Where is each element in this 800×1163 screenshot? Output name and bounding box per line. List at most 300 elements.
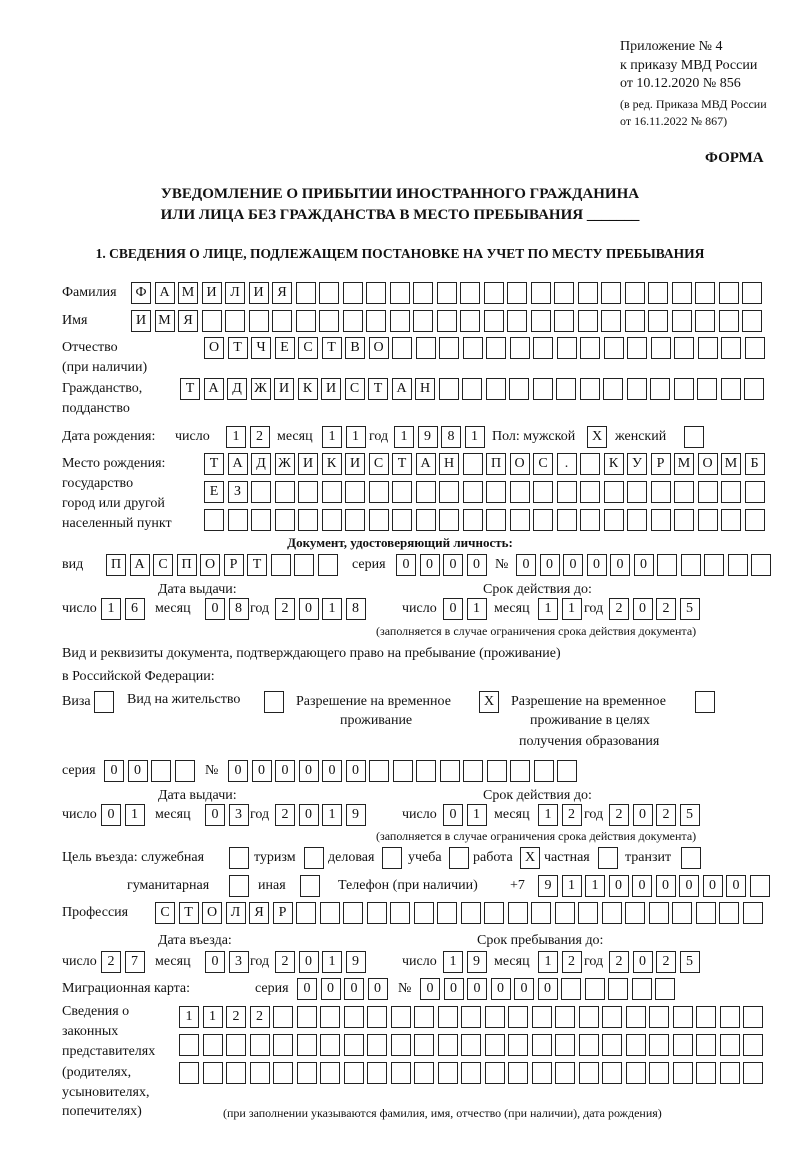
char-cell[interactable]: 2 bbox=[101, 951, 121, 973]
char-cell[interactable] bbox=[557, 760, 577, 782]
char-cell[interactable] bbox=[555, 1034, 575, 1056]
char-cell[interactable]: О bbox=[202, 902, 222, 924]
char-cell[interactable]: М bbox=[178, 282, 198, 304]
profession-field[interactable] bbox=[155, 902, 763, 924]
char-cell[interactable]: 3 bbox=[229, 804, 249, 826]
char-cell[interactable]: 1 bbox=[562, 598, 582, 620]
char-cell[interactable] bbox=[390, 282, 410, 304]
char-cell[interactable] bbox=[602, 1034, 622, 1056]
char-cell[interactable]: И bbox=[202, 282, 222, 304]
char-cell[interactable]: А bbox=[130, 554, 150, 576]
char-cell[interactable] bbox=[251, 509, 271, 531]
char-cell[interactable] bbox=[393, 760, 413, 782]
char-cell[interactable]: 3 bbox=[229, 951, 249, 973]
issue-day-field[interactable] bbox=[101, 598, 145, 620]
issue-year-field[interactable] bbox=[275, 598, 366, 620]
char-cell[interactable] bbox=[602, 1006, 622, 1028]
char-cell[interactable] bbox=[175, 760, 195, 782]
char-cell[interactable]: С bbox=[153, 554, 173, 576]
char-cell[interactable] bbox=[698, 509, 718, 531]
char-cell[interactable]: Т bbox=[322, 337, 342, 359]
entry-day-field[interactable] bbox=[101, 951, 145, 973]
char-cell[interactable]: 2 bbox=[656, 951, 676, 973]
representatives-field[interactable] bbox=[179, 1062, 763, 1084]
purpose-business-checkbox[interactable] bbox=[382, 847, 402, 869]
char-cell[interactable] bbox=[416, 337, 436, 359]
char-cell[interactable] bbox=[510, 481, 530, 503]
char-cell[interactable] bbox=[392, 481, 412, 503]
phone-field[interactable] bbox=[538, 875, 770, 897]
char-cell[interactable]: С bbox=[369, 453, 389, 475]
char-cell[interactable] bbox=[626, 1034, 646, 1056]
char-cell[interactable] bbox=[320, 902, 340, 924]
char-cell[interactable] bbox=[486, 509, 506, 531]
char-cell[interactable]: И bbox=[298, 453, 318, 475]
char-cell[interactable] bbox=[249, 310, 269, 332]
char-cell[interactable]: К bbox=[298, 378, 318, 400]
char-cell[interactable]: 2 bbox=[609, 951, 629, 973]
char-cell[interactable]: 2 bbox=[609, 598, 629, 620]
char-cell[interactable]: 1 bbox=[467, 598, 487, 620]
char-cell[interactable] bbox=[720, 1034, 740, 1056]
char-cell[interactable] bbox=[720, 1006, 740, 1028]
char-cell[interactable]: О bbox=[369, 337, 389, 359]
char-cell[interactable]: З bbox=[228, 481, 248, 503]
char-cell[interactable] bbox=[651, 481, 671, 503]
checkbox-cell[interactable] bbox=[382, 847, 402, 869]
char-cell[interactable] bbox=[698, 337, 718, 359]
char-cell[interactable]: Е bbox=[204, 481, 224, 503]
char-cell[interactable]: С bbox=[298, 337, 318, 359]
char-cell[interactable]: 0 bbox=[104, 760, 124, 782]
surname-field[interactable] bbox=[131, 282, 762, 304]
char-cell[interactable] bbox=[343, 902, 363, 924]
char-cell[interactable]: 0 bbox=[587, 554, 607, 576]
purpose-private-checkbox[interactable] bbox=[598, 847, 618, 869]
migration-number-field[interactable] bbox=[420, 978, 675, 1000]
char-cell[interactable]: 9 bbox=[538, 875, 558, 897]
char-cell[interactable] bbox=[507, 282, 527, 304]
char-cell[interactable] bbox=[649, 1006, 669, 1028]
char-cell[interactable]: 0 bbox=[609, 875, 629, 897]
purpose-other-checkbox[interactable] bbox=[300, 875, 320, 897]
char-cell[interactable]: 1 bbox=[443, 951, 463, 973]
char-cell[interactable] bbox=[695, 310, 715, 332]
char-cell[interactable] bbox=[439, 481, 459, 503]
char-cell[interactable]: 0 bbox=[297, 978, 317, 1000]
char-cell[interactable]: 0 bbox=[205, 804, 225, 826]
char-cell[interactable]: 0 bbox=[491, 978, 511, 1000]
checkbox-cell[interactable] bbox=[229, 847, 249, 869]
char-cell[interactable] bbox=[556, 378, 576, 400]
char-cell[interactable] bbox=[297, 1006, 317, 1028]
char-cell[interactable] bbox=[604, 337, 624, 359]
checkbox-cell[interactable] bbox=[695, 691, 715, 713]
char-cell[interactable] bbox=[462, 378, 482, 400]
char-cell[interactable] bbox=[531, 902, 551, 924]
char-cell[interactable]: А bbox=[228, 453, 248, 475]
char-cell[interactable] bbox=[203, 1062, 223, 1084]
entry-year-field[interactable] bbox=[275, 951, 366, 973]
char-cell[interactable] bbox=[228, 509, 248, 531]
char-cell[interactable]: 2 bbox=[275, 598, 295, 620]
char-cell[interactable] bbox=[655, 978, 675, 1000]
char-cell[interactable] bbox=[484, 902, 504, 924]
char-cell[interactable]: И bbox=[321, 378, 341, 400]
char-cell[interactable]: 5 bbox=[680, 598, 700, 620]
char-cell[interactable] bbox=[319, 310, 339, 332]
stay-number-field[interactable] bbox=[228, 760, 577, 782]
valid-year-field[interactable] bbox=[609, 598, 700, 620]
char-cell[interactable] bbox=[322, 509, 342, 531]
char-cell[interactable] bbox=[151, 760, 171, 782]
char-cell[interactable]: Ф bbox=[131, 282, 151, 304]
char-cell[interactable]: 0 bbox=[443, 554, 463, 576]
char-cell[interactable]: 0 bbox=[679, 875, 699, 897]
char-cell[interactable]: 0 bbox=[538, 978, 558, 1000]
char-cell[interactable] bbox=[344, 1006, 364, 1028]
sex-female-checkbox[interactable] bbox=[684, 426, 704, 448]
char-cell[interactable] bbox=[437, 282, 457, 304]
checkbox-cell[interactable]: X bbox=[587, 426, 607, 448]
checkbox-cell[interactable]: X bbox=[520, 847, 540, 869]
char-cell[interactable]: Т bbox=[179, 902, 199, 924]
char-cell[interactable] bbox=[510, 760, 530, 782]
char-cell[interactable]: 2 bbox=[609, 804, 629, 826]
valid-day-field[interactable] bbox=[443, 598, 487, 620]
char-cell[interactable] bbox=[391, 1006, 411, 1028]
char-cell[interactable] bbox=[750, 875, 770, 897]
char-cell[interactable] bbox=[319, 282, 339, 304]
char-cell[interactable]: 1 bbox=[322, 951, 342, 973]
char-cell[interactable]: С bbox=[345, 378, 365, 400]
char-cell[interactable]: 0 bbox=[322, 760, 342, 782]
char-cell[interactable] bbox=[344, 1062, 364, 1084]
char-cell[interactable]: 0 bbox=[128, 760, 148, 782]
char-cell[interactable] bbox=[484, 282, 504, 304]
char-cell[interactable] bbox=[250, 1062, 270, 1084]
char-cell[interactable] bbox=[413, 310, 433, 332]
purpose-transit-checkbox[interactable] bbox=[681, 847, 701, 869]
char-cell[interactable] bbox=[297, 1034, 317, 1056]
char-cell[interactable] bbox=[298, 481, 318, 503]
char-cell[interactable] bbox=[297, 1062, 317, 1084]
char-cell[interactable]: 1 bbox=[179, 1006, 199, 1028]
char-cell[interactable]: П bbox=[106, 554, 126, 576]
char-cell[interactable] bbox=[296, 282, 316, 304]
char-cell[interactable] bbox=[602, 902, 622, 924]
char-cell[interactable] bbox=[320, 1006, 340, 1028]
char-cell[interactable]: М bbox=[155, 310, 175, 332]
char-cell[interactable] bbox=[672, 310, 692, 332]
char-cell[interactable]: К bbox=[322, 453, 342, 475]
char-cell[interactable] bbox=[272, 310, 292, 332]
char-cell[interactable] bbox=[463, 509, 483, 531]
char-cell[interactable]: О bbox=[200, 554, 220, 576]
checkbox-cell[interactable] bbox=[300, 875, 320, 897]
char-cell[interactable] bbox=[461, 902, 481, 924]
char-cell[interactable]: 0 bbox=[252, 760, 272, 782]
char-cell[interactable]: 2 bbox=[562, 951, 582, 973]
char-cell[interactable] bbox=[580, 378, 600, 400]
char-cell[interactable] bbox=[672, 282, 692, 304]
char-cell[interactable] bbox=[627, 337, 647, 359]
char-cell[interactable] bbox=[437, 310, 457, 332]
char-cell[interactable] bbox=[743, 1062, 763, 1084]
char-cell[interactable] bbox=[273, 1006, 293, 1028]
char-cell[interactable]: Л bbox=[226, 902, 246, 924]
char-cell[interactable]: И bbox=[274, 378, 294, 400]
char-cell[interactable] bbox=[721, 509, 741, 531]
char-cell[interactable]: П bbox=[486, 453, 506, 475]
char-cell[interactable] bbox=[532, 1006, 552, 1028]
char-cell[interactable]: Р bbox=[651, 453, 671, 475]
char-cell[interactable] bbox=[627, 509, 647, 531]
char-cell[interactable]: 0 bbox=[396, 554, 416, 576]
char-cell[interactable] bbox=[461, 1062, 481, 1084]
char-cell[interactable] bbox=[603, 378, 623, 400]
char-cell[interactable] bbox=[392, 337, 412, 359]
citizenship-field[interactable] bbox=[180, 378, 764, 400]
char-cell[interactable] bbox=[486, 481, 506, 503]
char-cell[interactable] bbox=[438, 1006, 458, 1028]
char-cell[interactable] bbox=[673, 1062, 693, 1084]
char-cell[interactable]: Н bbox=[415, 378, 435, 400]
char-cell[interactable] bbox=[414, 1062, 434, 1084]
stay-series-field[interactable] bbox=[104, 760, 195, 782]
char-cell[interactable] bbox=[343, 310, 363, 332]
char-cell[interactable]: М bbox=[674, 453, 694, 475]
char-cell[interactable]: 0 bbox=[444, 978, 464, 1000]
char-cell[interactable] bbox=[626, 1006, 646, 1028]
char-cell[interactable] bbox=[460, 310, 480, 332]
char-cell[interactable] bbox=[557, 481, 577, 503]
char-cell[interactable] bbox=[745, 337, 765, 359]
stay-valid-day-field[interactable] bbox=[443, 804, 487, 826]
char-cell[interactable] bbox=[414, 1006, 434, 1028]
char-cell[interactable] bbox=[391, 1034, 411, 1056]
char-cell[interactable] bbox=[250, 1034, 270, 1056]
checkbox-cell[interactable] bbox=[229, 875, 249, 897]
char-cell[interactable]: 0 bbox=[420, 554, 440, 576]
char-cell[interactable]: 1 bbox=[465, 426, 485, 448]
char-cell[interactable]: 5 bbox=[680, 951, 700, 973]
char-cell[interactable] bbox=[414, 902, 434, 924]
char-cell[interactable]: 0 bbox=[299, 598, 319, 620]
char-cell[interactable]: И bbox=[131, 310, 151, 332]
char-cell[interactable] bbox=[461, 1034, 481, 1056]
char-cell[interactable] bbox=[463, 481, 483, 503]
char-cell[interactable]: 2 bbox=[656, 804, 676, 826]
char-cell[interactable] bbox=[721, 481, 741, 503]
char-cell[interactable]: 0 bbox=[633, 598, 653, 620]
char-cell[interactable] bbox=[742, 310, 762, 332]
char-cell[interactable] bbox=[179, 1034, 199, 1056]
char-cell[interactable]: 0 bbox=[467, 554, 487, 576]
char-cell[interactable] bbox=[344, 1034, 364, 1056]
char-cell[interactable] bbox=[555, 902, 575, 924]
patronymic-field[interactable] bbox=[204, 337, 765, 359]
char-cell[interactable] bbox=[484, 310, 504, 332]
char-cell[interactable] bbox=[440, 760, 460, 782]
char-cell[interactable] bbox=[673, 1034, 693, 1056]
valid-month-field[interactable] bbox=[538, 598, 582, 620]
char-cell[interactable]: 7 bbox=[125, 951, 145, 973]
char-cell[interactable] bbox=[226, 1034, 246, 1056]
char-cell[interactable] bbox=[416, 760, 436, 782]
char-cell[interactable] bbox=[225, 310, 245, 332]
char-cell[interactable]: Ж bbox=[275, 453, 295, 475]
char-cell[interactable]: 0 bbox=[344, 978, 364, 1000]
doc-number-field[interactable] bbox=[516, 554, 771, 576]
doc-type-field[interactable] bbox=[106, 554, 338, 576]
char-cell[interactable]: 2 bbox=[275, 804, 295, 826]
representatives-field[interactable] bbox=[179, 1034, 763, 1056]
stay-month-field[interactable] bbox=[538, 951, 582, 973]
purpose-humanitarian-checkbox[interactable] bbox=[229, 875, 249, 897]
char-cell[interactable]: 9 bbox=[418, 426, 438, 448]
char-cell[interactable] bbox=[745, 509, 765, 531]
char-cell[interactable] bbox=[657, 554, 677, 576]
char-cell[interactable] bbox=[744, 378, 764, 400]
char-cell[interactable]: 0 bbox=[299, 951, 319, 973]
char-cell[interactable]: Д bbox=[227, 378, 247, 400]
char-cell[interactable]: Н bbox=[439, 453, 459, 475]
representatives-field[interactable] bbox=[179, 1006, 763, 1028]
char-cell[interactable] bbox=[578, 902, 598, 924]
char-cell[interactable] bbox=[648, 282, 668, 304]
char-cell[interactable] bbox=[531, 310, 551, 332]
char-cell[interactable] bbox=[204, 509, 224, 531]
char-cell[interactable] bbox=[531, 282, 551, 304]
checkbox-cell[interactable] bbox=[264, 691, 284, 713]
char-cell[interactable] bbox=[532, 1062, 552, 1084]
char-cell[interactable] bbox=[697, 378, 717, 400]
char-cell[interactable] bbox=[672, 902, 692, 924]
birth-month-field[interactable] bbox=[322, 426, 366, 448]
name-field[interactable] bbox=[131, 310, 762, 332]
char-cell[interactable] bbox=[719, 902, 739, 924]
char-cell[interactable] bbox=[416, 509, 436, 531]
char-cell[interactable] bbox=[508, 902, 528, 924]
checkbox-cell[interactable] bbox=[304, 847, 324, 869]
char-cell[interactable]: О bbox=[204, 337, 224, 359]
char-cell[interactable]: 0 bbox=[228, 760, 248, 782]
char-cell[interactable] bbox=[649, 1062, 669, 1084]
char-cell[interactable] bbox=[580, 509, 600, 531]
char-cell[interactable] bbox=[508, 1062, 528, 1084]
char-cell[interactable] bbox=[322, 481, 342, 503]
char-cell[interactable]: 0 bbox=[299, 760, 319, 782]
char-cell[interactable] bbox=[485, 1006, 505, 1028]
char-cell[interactable] bbox=[745, 481, 765, 503]
char-cell[interactable] bbox=[439, 378, 459, 400]
char-cell[interactable]: М bbox=[721, 453, 741, 475]
char-cell[interactable] bbox=[460, 282, 480, 304]
char-cell[interactable] bbox=[728, 554, 748, 576]
stay-issue-day-field[interactable] bbox=[101, 804, 145, 826]
char-cell[interactable]: 1 bbox=[203, 1006, 223, 1028]
char-cell[interactable] bbox=[203, 1034, 223, 1056]
char-cell[interactable]: 2 bbox=[562, 804, 582, 826]
char-cell[interactable]: Ж bbox=[251, 378, 271, 400]
char-cell[interactable]: 0 bbox=[321, 978, 341, 1000]
edu-permit-checkbox[interactable] bbox=[695, 691, 715, 713]
char-cell[interactable] bbox=[751, 554, 771, 576]
char-cell[interactable] bbox=[271, 554, 291, 576]
char-cell[interactable]: 1 bbox=[226, 426, 246, 448]
char-cell[interactable] bbox=[648, 310, 668, 332]
char-cell[interactable] bbox=[696, 902, 716, 924]
char-cell[interactable] bbox=[179, 1062, 199, 1084]
sex-male-checkbox[interactable] bbox=[587, 426, 607, 448]
char-cell[interactable] bbox=[721, 378, 741, 400]
char-cell[interactable] bbox=[649, 1034, 669, 1056]
char-cell[interactable]: 0 bbox=[467, 978, 487, 1000]
char-cell[interactable] bbox=[555, 1062, 575, 1084]
char-cell[interactable]: 9 bbox=[346, 951, 366, 973]
char-cell[interactable] bbox=[486, 337, 506, 359]
char-cell[interactable] bbox=[561, 978, 581, 1000]
char-cell[interactable]: 2 bbox=[656, 598, 676, 620]
checkbox-cell[interactable]: X bbox=[479, 691, 499, 713]
char-cell[interactable] bbox=[742, 282, 762, 304]
char-cell[interactable]: Т bbox=[180, 378, 200, 400]
char-cell[interactable]: 6 bbox=[125, 598, 145, 620]
char-cell[interactable]: 9 bbox=[467, 951, 487, 973]
char-cell[interactable] bbox=[320, 1034, 340, 1056]
char-cell[interactable]: 8 bbox=[346, 598, 366, 620]
stay-year-field[interactable] bbox=[609, 951, 700, 973]
char-cell[interactable] bbox=[557, 509, 577, 531]
char-cell[interactable] bbox=[533, 337, 553, 359]
char-cell[interactable]: Т bbox=[228, 337, 248, 359]
char-cell[interactable]: Ч bbox=[251, 337, 271, 359]
stay-valid-year-field[interactable] bbox=[609, 804, 700, 826]
checkbox-cell[interactable] bbox=[94, 691, 114, 713]
char-cell[interactable]: Д bbox=[251, 453, 271, 475]
char-cell[interactable]: 1 bbox=[346, 426, 366, 448]
char-cell[interactable] bbox=[390, 902, 410, 924]
checkbox-cell[interactable] bbox=[598, 847, 618, 869]
char-cell[interactable] bbox=[533, 509, 553, 531]
char-cell[interactable]: Р bbox=[224, 554, 244, 576]
char-cell[interactable] bbox=[602, 1062, 622, 1084]
char-cell[interactable] bbox=[626, 1062, 646, 1084]
char-cell[interactable]: Б bbox=[745, 453, 765, 475]
char-cell[interactable] bbox=[681, 554, 701, 576]
char-cell[interactable] bbox=[486, 378, 506, 400]
char-cell[interactable] bbox=[674, 481, 694, 503]
char-cell[interactable]: А bbox=[155, 282, 175, 304]
char-cell[interactable]: Я bbox=[178, 310, 198, 332]
entry-month-field[interactable] bbox=[205, 951, 249, 973]
char-cell[interactable]: 0 bbox=[420, 978, 440, 1000]
purpose-work-checkbox[interactable] bbox=[520, 847, 540, 869]
char-cell[interactable]: 1 bbox=[125, 804, 145, 826]
issue-month-field[interactable] bbox=[205, 598, 249, 620]
char-cell[interactable]: 1 bbox=[322, 426, 342, 448]
char-cell[interactable] bbox=[625, 902, 645, 924]
char-cell[interactable] bbox=[320, 1062, 340, 1084]
char-cell[interactable] bbox=[696, 1034, 716, 1056]
char-cell[interactable]: 0 bbox=[346, 760, 366, 782]
char-cell[interactable] bbox=[651, 509, 671, 531]
char-cell[interactable] bbox=[604, 509, 624, 531]
char-cell[interactable] bbox=[625, 282, 645, 304]
char-cell[interactable]: Т bbox=[392, 453, 412, 475]
char-cell[interactable] bbox=[674, 509, 694, 531]
